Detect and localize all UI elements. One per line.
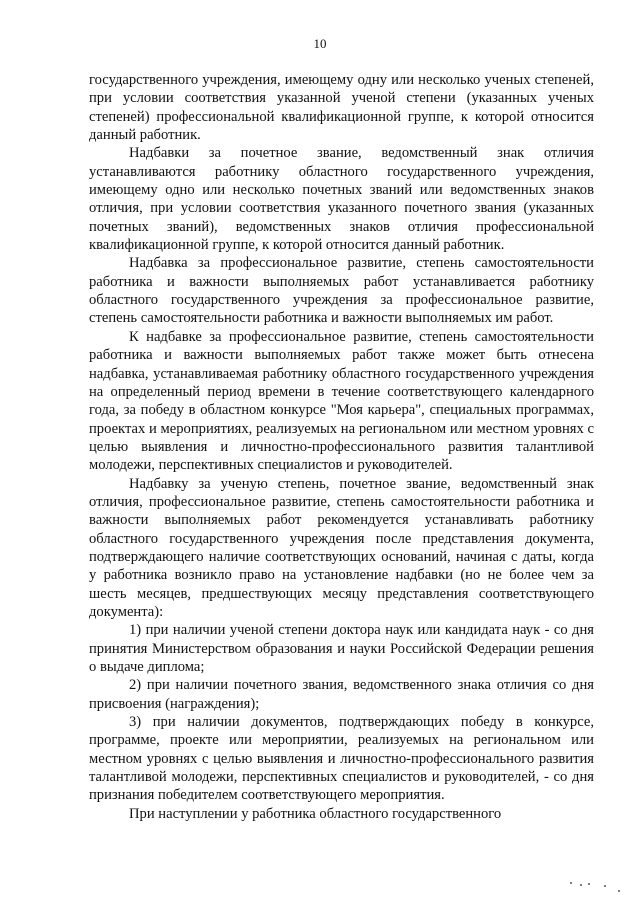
speck xyxy=(604,885,606,887)
paragraph: К надбавке за профессиональное развитие, степень самостоятельности работника и важности выполняемых работ также может быть отнесена надбавка, устанавливаемая работнику областного государственного учреждения на определенный период времени в течение соответствующего календарного года, за победу в областном конкурсе "Моя карьера", специальных программах, проектах и мероприятиях, реализуемых на региональном или местном уровнях с целью выявления и личностно-профессионального развития талантливой молодежи, перспективных специалистов и руководителей. xyxy=(89,328,594,474)
speck xyxy=(618,890,620,892)
list-item: 3) при наличии документов, подтверждающих победу в конкурсе, программе, проекте или мероприятии, реализуемых на региональном или местном уровнях с целью выявления и личностно-профессионального развития талантливой молодежи, перспективных специалистов и руководителей, - со дня признания победителем соответствующего мероприятия. xyxy=(89,714,594,804)
scan-specks xyxy=(566,876,626,896)
paragraph: Надбавка за профессиональное развитие, степень самостоятельности работника и важности выполняемых работ устанавливается работнику областного государственного учреждения за профессиональное развитие, степень самостоятельности работника и важности выполняемых им работ. xyxy=(89,255,594,327)
document-text xyxy=(89,71,594,823)
list-item: 2) при наличии почетного звания, ведомственного знака отличия со дня присвоения (награждения); xyxy=(89,677,594,712)
paragraph: При наступлении у работника областного государственного xyxy=(129,805,502,822)
paragraph: Надбавку за ученую степень, почетное звание, ведомственный знак отличия, профессиональное развитие, степень самостоятельности работника и важности выполняемых работ рекомендуется устанавливать работнику областного государственного учреждения после представления документа, подтверждающего наличие соответствующих оснований, начиная с даты, когда у работника возникло право на установление надбавки (но не более чем за шесть месяцев, предшествующих месяцу представления соответствующего документа): xyxy=(89,475,594,620)
speck xyxy=(570,882,572,884)
paragraph: государственного учреждения, имеющему одну или несколько ученых степеней, при условии соответствия указанной ученой степени (указанных ученых степеней) профессиональной квалификационной группе, к которой относится данный работник. xyxy=(89,72,594,144)
speck xyxy=(580,884,582,886)
paragraph: Надбавки за почетное звание, ведомственный знак отличия устанавливаются работнику областного государственного учреждения, имеющему одно или несколько почетных званий или ведомственных знаков отличия, при условии соответствия указанного почетного звания (указанных почетных званий), ведомственных знаков отличия профессиональной квалификационной группе, к которой относится данный работник. xyxy=(89,145,594,254)
speck xyxy=(588,883,590,885)
page-number: 10 xyxy=(313,36,327,51)
list-item: 1) при наличии ученой степени доктора наук или кандидата наук - со дня принятия Министерством образования и науки Российской Федерации решения о выдаче диплома; xyxy=(89,622,594,675)
